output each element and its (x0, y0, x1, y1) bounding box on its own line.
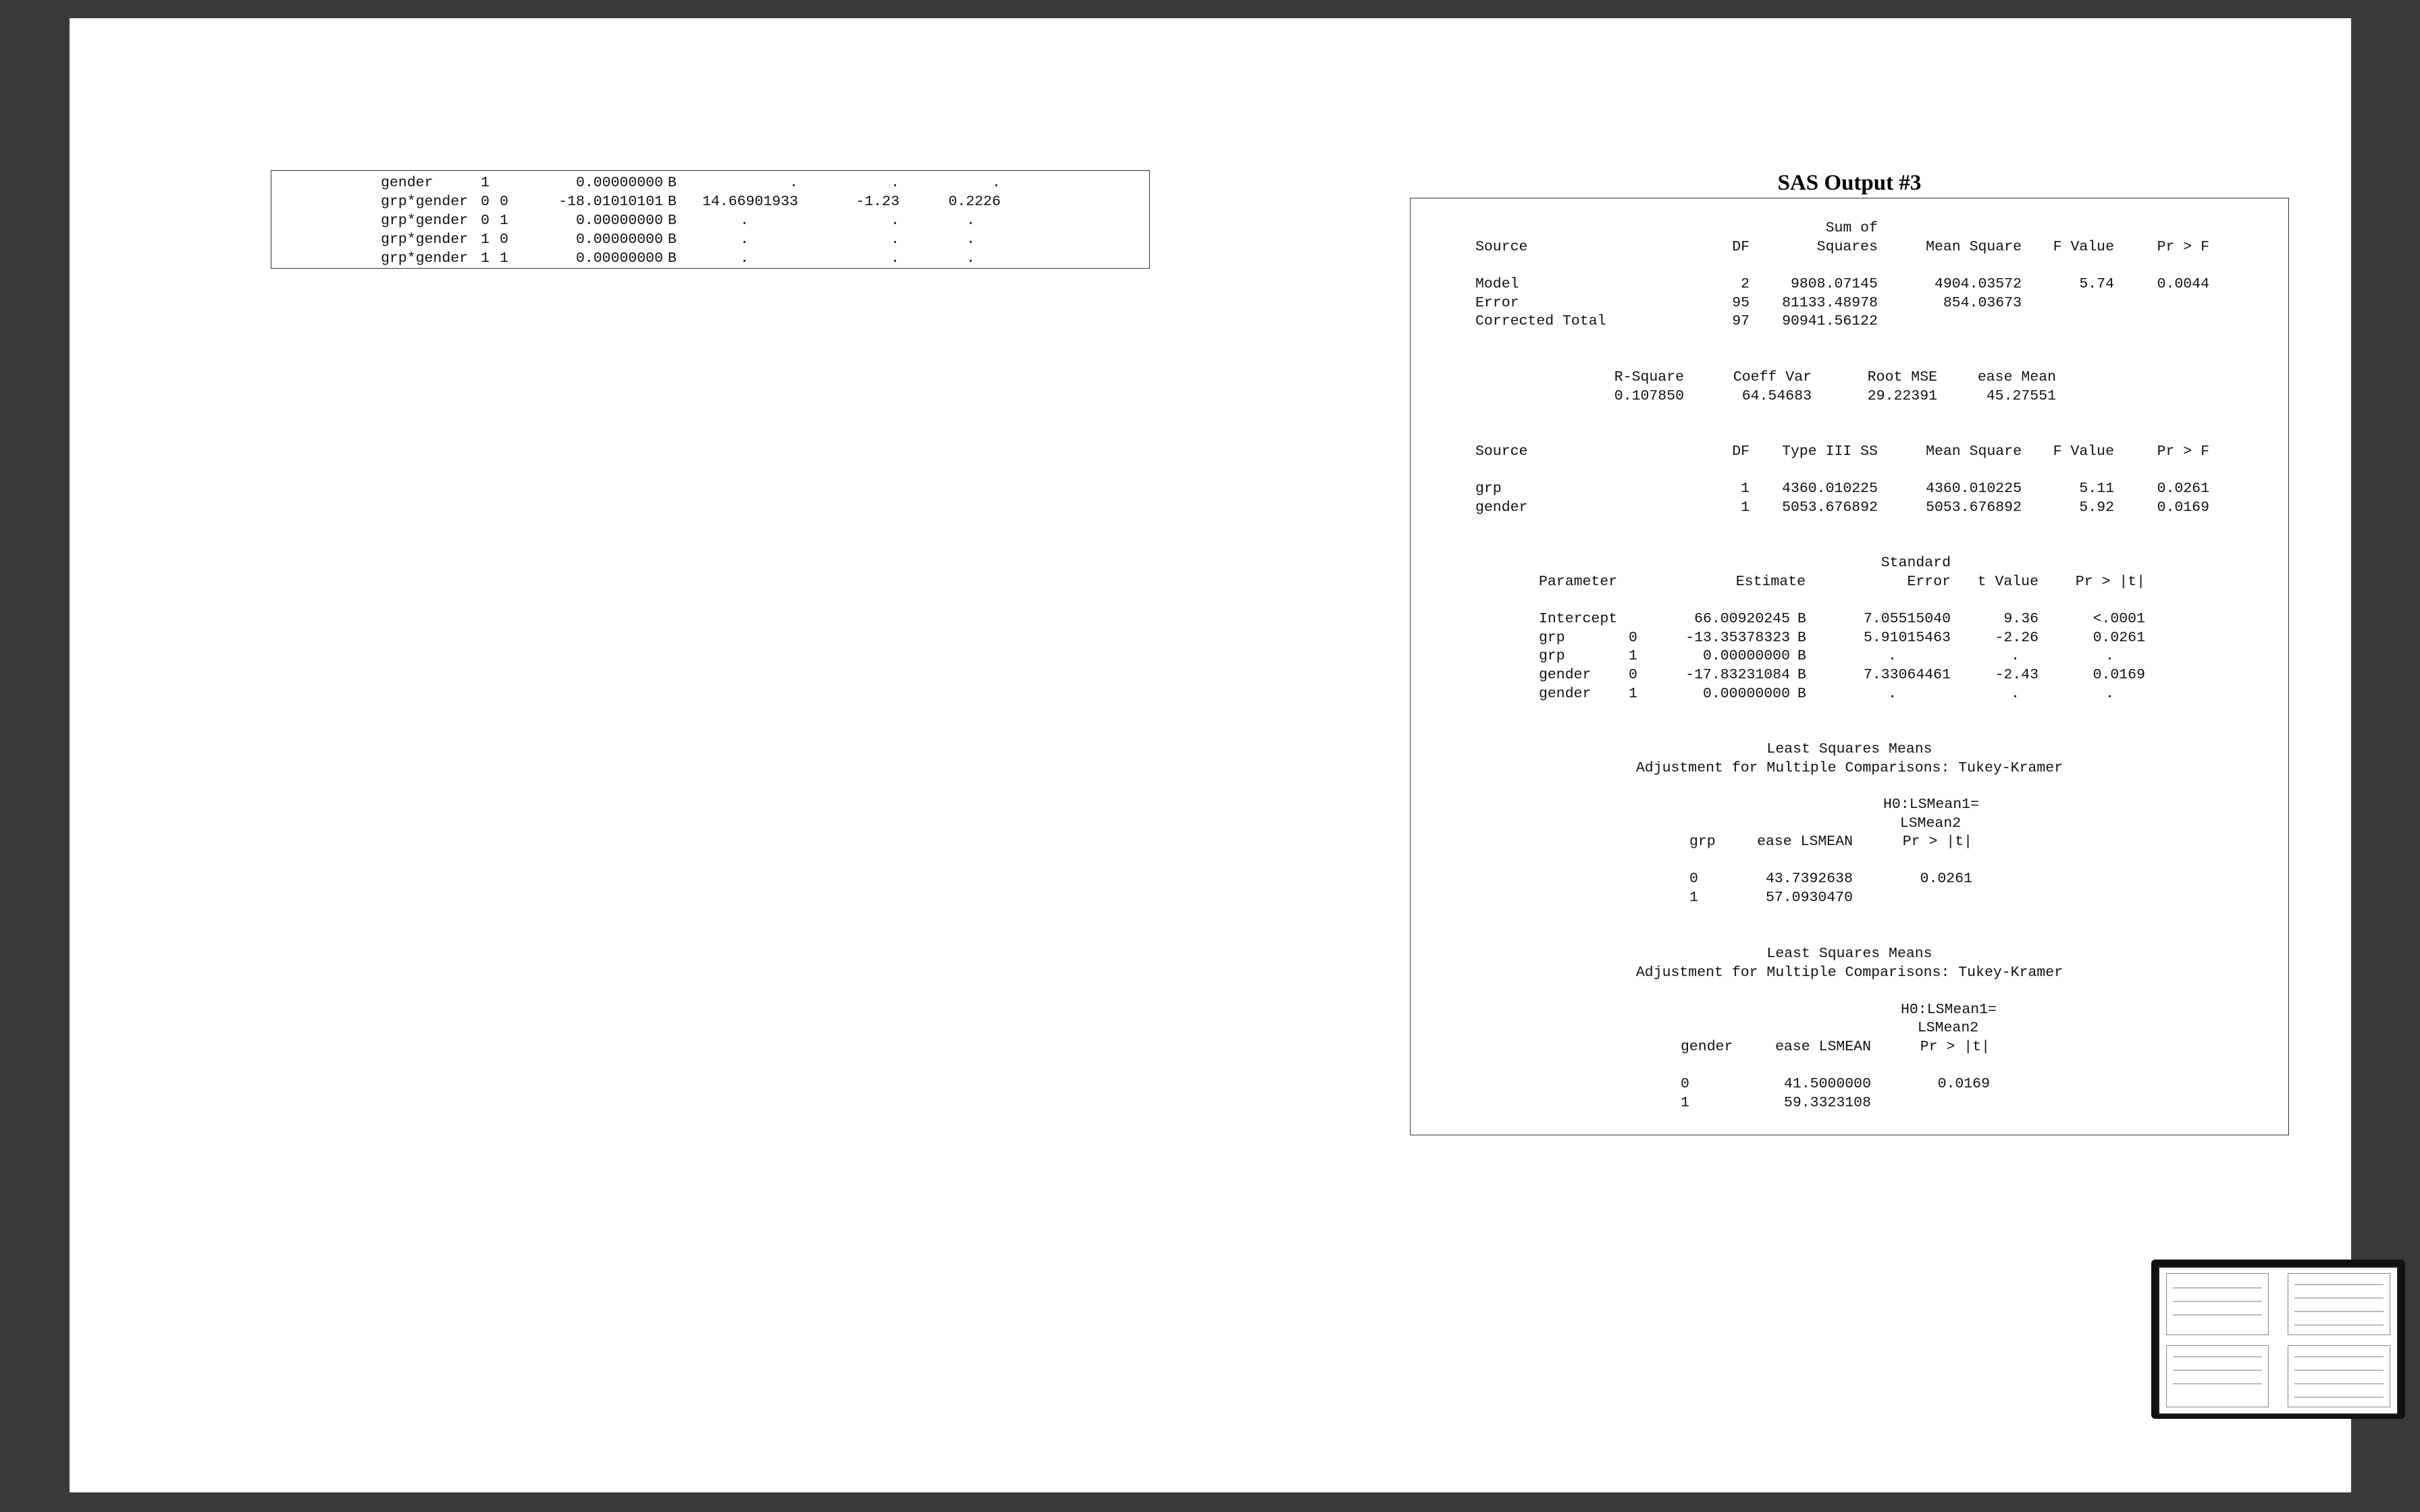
row-ms: 5053.676892 (1926, 500, 2022, 516)
row-param: grp (1539, 648, 1565, 664)
output-title: SAS Output #3 (1777, 171, 1922, 195)
param-level-1: 0 (481, 194, 490, 210)
parameter-estimates-continued (271, 170, 1150, 269)
row-source: Error (1475, 295, 1519, 311)
fit-rsq-header: R-Square (1614, 369, 1684, 385)
params-header-row (1411, 572, 2145, 591)
row-t: -2.43 (1995, 667, 2038, 683)
lsm-subtitle: Adjustment for Multiple Comparisons: Tukey-Kramer (1635, 760, 2063, 776)
row-df: 95 (1732, 295, 1750, 311)
param-t-value: . (891, 250, 899, 267)
param-t-value: . (891, 232, 899, 248)
table-row (1411, 666, 2145, 684)
lsm-h0-line2: LSMean2 (1917, 1020, 1979, 1036)
table-row (1411, 684, 2114, 703)
col-ms: Mean Square (1926, 239, 2022, 255)
table-row (1411, 1075, 1990, 1094)
param-level-2: 0 (500, 232, 508, 248)
row-param: grp (1539, 630, 1565, 646)
table-row (271, 173, 1001, 192)
row-ms: 4360.010225 (1926, 481, 2022, 497)
row-p: <.0001 (2093, 611, 2145, 627)
row-se: . (1888, 686, 1897, 702)
param-name: grp*gender (381, 213, 469, 229)
col-p: Pr > F (2157, 239, 2209, 255)
param-estimate: -18.01010101 (558, 194, 663, 210)
row-level: 1 (1629, 648, 1637, 664)
param-p-value: . (992, 175, 1001, 191)
fit-rsq-value: 0.107850 (1614, 388, 1684, 404)
type3-header-row (1411, 442, 2209, 461)
param-estimate: 0.00000000 (575, 232, 663, 248)
col-f: F Value (2053, 443, 2114, 460)
ss-header-top: Sum of (1825, 220, 1878, 236)
row-level: 0 (1629, 630, 1637, 646)
col-estimate: Estimate (1735, 574, 1806, 590)
param-t-value: -1.23 (856, 194, 899, 210)
col-df: DF (1732, 239, 1750, 255)
se-header-top: Standard (1880, 555, 1951, 571)
table-row (1411, 479, 2209, 498)
lsm-h0-line2: LSMean2 (1899, 815, 1962, 832)
lsm-h0-line1: H0:LSMean1= (1883, 796, 1979, 813)
fit-cv-value: 64.54683 (1741, 388, 1812, 404)
param-p-value: 0.2226 (948, 194, 1001, 210)
row-f: 5.11 (2079, 481, 2114, 497)
col-p: Pr > |t| (2075, 574, 2145, 590)
param-std-error: . (740, 232, 749, 248)
col-ss: Squares (1816, 239, 1878, 255)
table-row (271, 192, 1001, 211)
row-p: 0.0044 (2157, 276, 2209, 292)
row-flag: B (1797, 686, 1806, 702)
lsm-header-row (1411, 832, 1972, 851)
row-estimate: 66.00920245 (1694, 611, 1790, 627)
row-p: . (2105, 648, 2114, 664)
lsm-col-var: grp (1689, 834, 1716, 850)
table-row (1411, 498, 2209, 517)
row-df: 1 (1741, 500, 1750, 516)
row-df: 97 (1732, 313, 1750, 329)
thumbnail-page[interactable] (2166, 1345, 2269, 1407)
lsm-mean: 57.0930470 (1765, 890, 1853, 906)
row-t: -2.26 (1995, 630, 2038, 646)
row-t: 9.36 (2003, 611, 2038, 627)
row-param: Intercept (1539, 611, 1618, 627)
row-ss: 5053.676892 (1782, 500, 1878, 516)
fit-cv-header: Coeff Var (1733, 369, 1812, 385)
lsm-col-p: Pr > |t| (1920, 1039, 1990, 1055)
table-row (1411, 312, 1878, 331)
param-estimate: 0.00000000 (575, 213, 663, 229)
row-flag: B (1797, 648, 1806, 664)
lsm-mean: 59.3323108 (1783, 1095, 1871, 1111)
row-param: gender (1539, 667, 1592, 683)
lsm-mean: 43.7392638 (1765, 871, 1853, 887)
thumbnail-viewport[interactable] (2158, 1266, 2398, 1415)
lsm-p: 0.0169 (1937, 1076, 1990, 1092)
row-param: gender (1539, 686, 1592, 702)
param-estimate: 0.00000000 (575, 250, 663, 267)
row-flag: B (1797, 630, 1806, 646)
row-level: 0 (1629, 667, 1637, 683)
lsm-p: 0.0261 (1920, 871, 1972, 887)
col-se: Error (1907, 574, 1951, 590)
lsm-subtitle: Adjustment for Multiple Comparisons: Tukey-Kramer (1635, 965, 2063, 981)
lsm-col-mean: ease LSMEAN (1775, 1039, 1871, 1055)
param-t-value: . (891, 175, 899, 191)
param-std-error: . (789, 175, 798, 191)
param-p-value: . (966, 250, 975, 267)
col-parameter: Parameter (1539, 574, 1618, 590)
col-ms: Mean Square (1926, 443, 2022, 460)
param-level-2: 1 (500, 213, 508, 229)
row-se: 7.33064461 (1863, 667, 1951, 683)
table-row (1411, 888, 1853, 907)
lsm-h0-line1: H0:LSMean1= (1901, 1002, 1997, 1018)
lsm-col-mean: ease LSMEAN (1757, 834, 1853, 850)
row-ss: 4360.010225 (1782, 481, 1878, 497)
table-row (271, 230, 975, 249)
row-flag: B (1797, 611, 1806, 627)
row-t: . (2011, 686, 2020, 702)
col-t: t Value (1977, 574, 2038, 590)
param-name: grp*gender (381, 250, 469, 267)
row-se: 5.91015463 (1863, 630, 1951, 646)
row-ss: 81133.48978 (1782, 295, 1878, 311)
row-ms: 854.03673 (1943, 295, 2022, 311)
lsm-title: Least Squares Means (1766, 946, 1932, 962)
table-row (1411, 275, 2209, 294)
row-p: . (2105, 686, 2114, 702)
row-source: grp (1475, 481, 1502, 497)
param-level-2: 0 (500, 194, 508, 210)
lsm-level: 1 (1681, 1095, 1689, 1111)
param-name: grp*gender (381, 232, 469, 248)
param-std-error: . (740, 250, 749, 267)
lsm-title: Least Squares Means (1766, 741, 1932, 757)
table-row (271, 249, 975, 268)
param-estimate: 0.00000000 (575, 175, 663, 191)
row-p: 0.0261 (2157, 481, 2209, 497)
row-df: 2 (1741, 276, 1750, 292)
param-std-error: 14.66901933 (702, 194, 798, 210)
param-level-1: 0 (481, 213, 490, 229)
thumbnail-page[interactable] (2288, 1345, 2390, 1407)
table-row (1411, 610, 2145, 628)
row-p: 0.0169 (2093, 667, 2145, 683)
fit-rmse-value: 29.22391 (1867, 388, 1937, 404)
param-flag: B (668, 250, 677, 267)
row-source: gender (1475, 500, 1528, 516)
table-row (1411, 628, 2145, 647)
param-t-value: . (891, 213, 899, 229)
col-source: Source (1475, 443, 1528, 460)
col-source: Source (1475, 239, 1528, 255)
col-df: DF (1732, 443, 1750, 460)
row-estimate: 0.00000000 (1702, 686, 1790, 702)
param-level-1: 1 (481, 175, 490, 191)
lsm-level: 0 (1689, 871, 1698, 887)
row-f: 5.74 (2079, 276, 2114, 292)
lsm-level: 1 (1689, 890, 1698, 906)
lsm-col-p: Pr > |t| (1902, 834, 1972, 850)
row-t: . (2011, 648, 2020, 664)
row-estimate: -17.83231084 (1685, 667, 1790, 683)
row-p: 0.0169 (2157, 500, 2209, 516)
row-estimate: 0.00000000 (1702, 648, 1790, 664)
row-estimate: -13.35378323 (1685, 630, 1790, 646)
row-source: Model (1475, 276, 1519, 292)
param-level-2: 1 (500, 250, 508, 267)
table-row (1411, 294, 2022, 313)
col-ss: Type III SS (1782, 443, 1878, 460)
param-flag: B (668, 175, 677, 191)
row-se: 7.05515040 (1863, 611, 1951, 627)
param-flag: B (668, 194, 677, 210)
lsm-level: 0 (1681, 1076, 1689, 1092)
thumbnail-page[interactable] (2166, 1273, 2269, 1335)
param-flag: B (668, 232, 677, 248)
anova-header-row (1411, 238, 2209, 256)
lsm-mean: 41.5000000 (1783, 1076, 1871, 1092)
lsm-header-row (1411, 1037, 1990, 1056)
table-row (1411, 1094, 1871, 1112)
sas-output-3 (1410, 198, 2289, 1135)
table-row (1411, 869, 1972, 888)
anova-table (1411, 220, 2288, 377)
param-p-value: . (966, 213, 975, 229)
param-level-1: 1 (481, 232, 490, 248)
row-df: 1 (1741, 481, 1750, 497)
param-name: gender (381, 175, 433, 191)
row-flag: B (1797, 667, 1806, 683)
table-row (1411, 647, 2114, 666)
row-level: 1 (1629, 686, 1637, 702)
thumbnail-page[interactable] (2288, 1273, 2390, 1335)
col-f: F Value (2053, 239, 2114, 255)
page-thumbnail-navigator[interactable] (2151, 1260, 2405, 1419)
param-std-error: . (740, 213, 749, 229)
row-source: Corrected Total (1475, 313, 1606, 329)
fit-mean-value: 45.27551 (1986, 388, 2056, 404)
row-se: . (1888, 648, 1897, 664)
row-p: 0.0261 (2093, 630, 2145, 646)
param-flag: B (668, 213, 677, 229)
param-level-1: 1 (481, 250, 490, 267)
row-ms: 4904.03572 (1934, 276, 2022, 292)
row-f: 5.92 (2079, 500, 2114, 516)
row-ss: 9808.07145 (1790, 276, 1878, 292)
row-ss: 90941.56122 (1782, 313, 1878, 329)
lsm-col-var: gender (1681, 1039, 1733, 1055)
document-page (70, 18, 2351, 1492)
fit-rmse-header: Root MSE (1867, 369, 1937, 385)
table-row (271, 211, 975, 230)
param-name: grp*gender (381, 194, 469, 210)
col-p: Pr > F (2157, 443, 2209, 460)
fit-mean-header: ease Mean (1977, 369, 2056, 385)
param-p-value: . (966, 232, 975, 248)
